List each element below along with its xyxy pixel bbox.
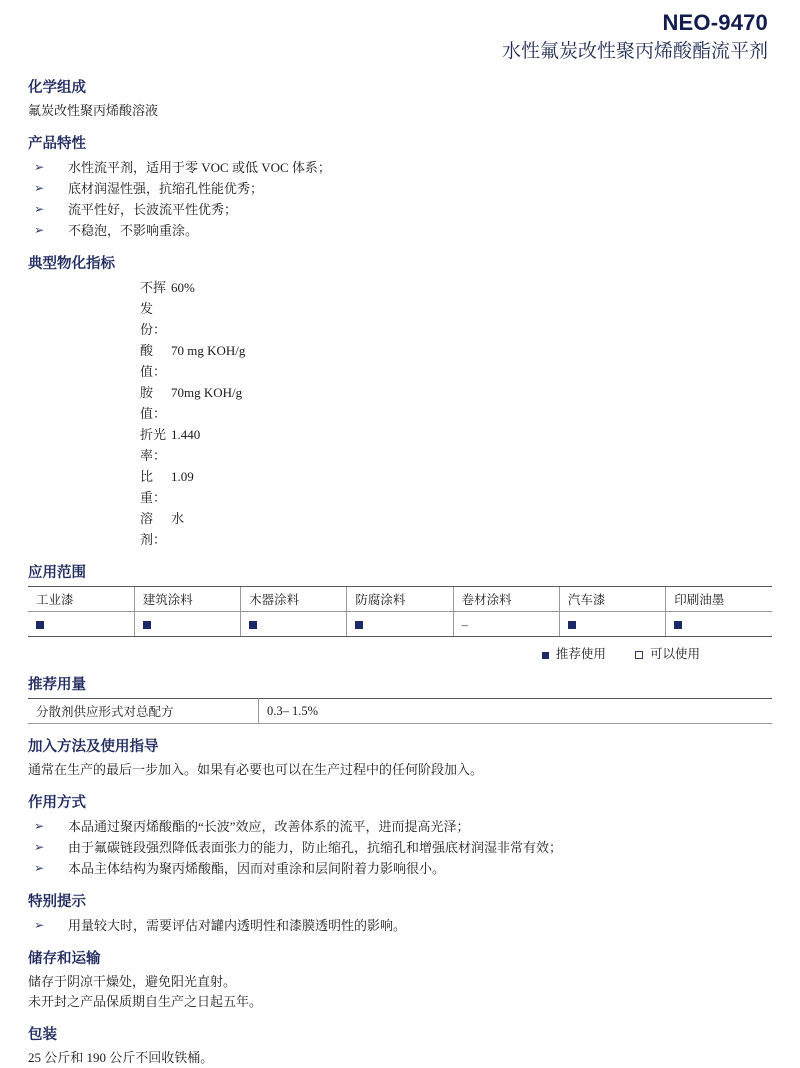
hollow-square-icon xyxy=(635,651,643,659)
application-mark-cell xyxy=(453,612,559,637)
list-item-text: 本品通过聚丙烯酸酯的“长波”效应，改善体系的流平，进而提高光泽； xyxy=(68,819,470,834)
dosage-value: 0.3– 1.5% xyxy=(259,699,773,724)
application-mark-cell xyxy=(347,612,453,637)
section-applications xyxy=(28,563,772,662)
column-header: 印刷油墨 xyxy=(666,587,772,612)
section-special-notice xyxy=(28,892,772,936)
filled-square-icon xyxy=(542,652,549,659)
section-title-addition-method: 加入方法及使用指导 xyxy=(28,739,159,755)
section-typical-properties xyxy=(28,254,772,550)
list-item xyxy=(28,157,772,178)
list-item xyxy=(28,858,772,879)
section-title-typical-properties: 典型物化指标 xyxy=(28,256,115,272)
mechanism-list xyxy=(28,816,772,879)
table-row xyxy=(28,612,772,637)
recommended-mark-icon xyxy=(355,621,363,629)
features-list xyxy=(28,157,772,241)
recommended-mark-icon xyxy=(143,621,151,629)
list-item-text: 水性流平剂，适用于零 VOC 或低 VOC 体系； xyxy=(68,160,331,175)
property-value: 70 mg KOH/g xyxy=(171,343,246,358)
list-item xyxy=(28,199,772,220)
list-item-text: 不稳泡，不影响重涂。 xyxy=(68,223,199,238)
dosage-table xyxy=(28,698,772,724)
addition-method-text: 通常在生产的最后一步加入。如果有必要也可以在生产过程中的任何阶段加入。 xyxy=(28,762,484,777)
recommended-mark-icon xyxy=(568,621,576,629)
section-title-special-notice: 特别提示 xyxy=(28,894,86,910)
document-body xyxy=(0,78,800,1068)
property-row xyxy=(28,508,772,550)
list-item-text: 流平性好，长波流平性优秀； xyxy=(68,202,238,217)
section-title-applications: 应用范围 xyxy=(28,565,86,581)
property-value: 水 xyxy=(171,511,185,526)
bullet-arrow-icon: ➢ xyxy=(34,181,45,195)
property-row xyxy=(28,466,772,508)
section-title-chemical-composition: 化学组成 xyxy=(28,80,86,96)
column-header: 汽车漆 xyxy=(559,587,665,612)
property-label: 胺值： xyxy=(140,385,167,421)
table-row xyxy=(28,699,772,724)
special-notice-list xyxy=(28,915,772,936)
application-mark-cell xyxy=(559,612,665,637)
list-item-text: 由于氟碳链段强烈降低表面张力的能力，防止缩孔，抗缩孔和增强底材润湿非常有效； xyxy=(68,840,563,855)
section-dosage xyxy=(28,675,772,724)
property-row xyxy=(28,382,772,424)
property-label: 酸值： xyxy=(140,343,167,379)
not-applicable-dash-icon: – xyxy=(461,617,469,633)
bullet-arrow-icon: ➢ xyxy=(34,160,45,174)
product-code: NEO-9470 xyxy=(662,10,768,35)
legend-item-recommended xyxy=(542,644,606,662)
list-item xyxy=(28,178,772,199)
recommended-mark-icon xyxy=(674,621,682,629)
column-header: 木器涂料 xyxy=(241,587,347,612)
legend-item-usable xyxy=(635,644,700,662)
applications-table xyxy=(28,586,772,637)
application-mark-cell xyxy=(28,612,134,637)
recommended-mark-icon xyxy=(249,621,257,629)
list-item xyxy=(28,220,772,241)
property-row xyxy=(28,277,772,340)
list-item-text: 底材润湿性强，抗缩孔性能优秀； xyxy=(68,181,264,196)
property-label: 折光率： xyxy=(140,427,167,463)
column-header: 工业漆 xyxy=(28,587,134,612)
legend-label-usable: 可以使用 xyxy=(649,647,700,661)
section-title-storage: 储存和运输 xyxy=(28,951,101,967)
recommended-mark-icon xyxy=(36,621,44,629)
table-header-row xyxy=(28,587,772,612)
column-header: 建筑涂料 xyxy=(134,587,240,612)
property-label: 溶剂： xyxy=(140,511,167,547)
property-value: 70mg KOH/g xyxy=(171,385,243,400)
section-title-features: 产品特性 xyxy=(28,136,86,152)
property-label: 比重： xyxy=(140,469,167,505)
storage-line: 储存于阴凉干燥处，避免阳光直射。 xyxy=(28,974,237,989)
section-addition-method xyxy=(28,737,772,780)
property-row xyxy=(28,340,772,382)
list-item-text: 本品主体结构为聚丙烯酸酯，因而对重涂和层间附着力影响很小。 xyxy=(68,861,446,876)
section-packaging xyxy=(28,1025,772,1068)
section-features xyxy=(28,134,772,241)
storage-line: 未开封之产品保质期自生产之日起五年。 xyxy=(28,994,263,1009)
section-title-mechanism: 作用方式 xyxy=(28,795,86,811)
bullet-arrow-icon: ➢ xyxy=(34,202,45,216)
typical-properties-list xyxy=(28,277,772,550)
property-value: 1.09 xyxy=(171,469,194,484)
packaging-text: 25 公斤和 190 公斤不回收铁桶。 xyxy=(28,1050,214,1065)
bullet-arrow-icon: ➢ xyxy=(34,840,45,854)
chemical-composition-text: 氟炭改性聚丙烯酸溶液 xyxy=(28,103,159,118)
property-value: 60% xyxy=(171,280,195,295)
section-chemical-composition xyxy=(28,78,772,121)
list-item xyxy=(28,915,772,936)
bullet-arrow-icon: ➢ xyxy=(34,819,45,833)
bullet-arrow-icon: ➢ xyxy=(34,918,45,932)
bullet-arrow-icon: ➢ xyxy=(34,861,45,875)
section-storage xyxy=(28,949,772,1012)
applications-legend xyxy=(28,644,772,662)
legend-label-recommended: 推荐使用 xyxy=(555,647,606,661)
list-item xyxy=(28,816,772,837)
section-title-packaging: 包装 xyxy=(28,1027,57,1043)
bullet-arrow-icon: ➢ xyxy=(34,223,45,237)
column-header: 防腐涂料 xyxy=(347,587,453,612)
property-row xyxy=(28,424,772,466)
list-item-text: 用量较大时，需要评估对罐内透明性和漆膜透明性的影响。 xyxy=(68,918,407,933)
section-mechanism xyxy=(28,793,772,879)
property-value: 1.440 xyxy=(171,427,201,442)
product-name: 水性氟炭改性聚丙烯酸酯流平剂 xyxy=(501,41,768,62)
dosage-label: 分散剂供应形式对总配方 xyxy=(28,699,259,724)
column-header: 卷材涂料 xyxy=(453,587,559,612)
application-mark-cell xyxy=(666,612,772,637)
section-title-dosage: 推荐用量 xyxy=(28,677,86,693)
application-mark-cell xyxy=(241,612,347,637)
list-item xyxy=(28,837,772,858)
application-mark-cell xyxy=(134,612,240,637)
document-header xyxy=(0,0,800,65)
property-label: 不挥发份： xyxy=(140,280,167,337)
